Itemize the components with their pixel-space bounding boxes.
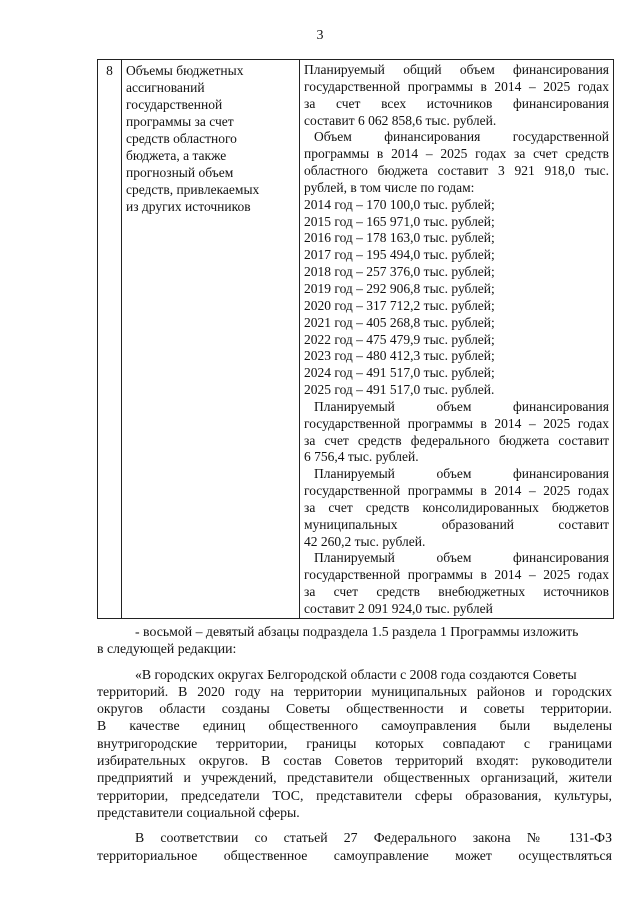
content-line: Объем финансирования государственной	[314, 129, 609, 145]
content-line: Планируемый объем финансирования	[314, 466, 609, 482]
content-line: государственной программы в 2014 – 2025 годах	[304, 483, 609, 499]
paragraph-line: округов области созданы Советы общественности и советы территории.	[97, 701, 612, 717]
paragraph-line: территорий. В 2020 году на территории муниципальных районов и городских	[97, 683, 612, 699]
row-label-line: бюджета, а также	[126, 148, 227, 163]
content-line: государственной программы в 2014 – 2025 годах	[304, 415, 609, 431]
content-line: 2018 год – 257 376,0 тыс. рублей;	[304, 264, 495, 280]
content-line: 2022 год – 475 479,9 тыс. рублей;	[304, 331, 495, 347]
paragraph-line: избирательных округов. В состав Советов территорий входят: руководители	[97, 753, 612, 769]
paragraph-line: предприятий и учреждений, представители общественных организаций, жители	[97, 770, 612, 786]
content-line: 2021 год – 405 268,8 тыс. рублей;	[304, 314, 495, 330]
content-line: за счет всех источников финансирования	[304, 95, 609, 111]
content-line: 6 756,4 тыс. рублей.	[304, 449, 419, 465]
content-line: 42 260,2 тыс. рублей.	[304, 533, 426, 549]
content-line: 2025 год – 491 517,0 тыс. рублей.	[304, 382, 495, 398]
content-line: составит 2 091 924,0 тыс. рублей	[304, 601, 493, 616]
row-number: 8	[98, 60, 122, 619]
content-line: 2019 год – 292 906,8 тыс. рублей;	[304, 280, 495, 296]
table-row	[98, 60, 614, 619]
content-line: 2016 год – 178 163,0 тыс. рублей;	[304, 230, 495, 246]
row-label-line: программы за счет	[126, 114, 234, 129]
content-line: рублей, в том числе по годам:	[304, 179, 475, 195]
paragraph-line: представители социальной сферы.	[97, 804, 300, 820]
content-line: за счет средств внебюджетных источников	[304, 584, 609, 600]
row-label-line: Объемы бюджетных	[126, 63, 244, 78]
paragraph	[97, 666, 612, 822]
content-line: 2014 год – 170 100,0 тыс. рублей;	[304, 196, 495, 212]
paragraph-line: территориальное общественное самоуправление может осуществляться	[97, 847, 612, 863]
paragraph-line: внутригородские территории, границы которых совпадают с границами	[97, 735, 612, 751]
content-line: Планируемый объем финансирования	[314, 398, 609, 414]
row-label-line: ассигнований	[126, 80, 205, 95]
content-line: 2015 год – 165 971,0 тыс. рублей;	[304, 213, 495, 229]
content-line: Планируемый объем финансирования	[314, 550, 609, 566]
paragraph-line: «В городских округах Белгородской области с 2008 года создаются Советы	[135, 666, 577, 682]
paragraph-line: В соответствии со статьей 27 Федерального закона № 131-ФЗ	[135, 830, 612, 846]
passport-table	[97, 59, 614, 619]
content-line: 2024 год – 491 517,0 тыс. рублей;	[304, 365, 495, 381]
content-line: за счет средств федерального бюджета составит	[304, 432, 609, 448]
content-line: 2023 год – 480 412,3 тыс. рублей;	[304, 348, 495, 364]
paragraph	[97, 623, 612, 658]
row-label-cell	[122, 60, 300, 619]
paragraph	[97, 829, 612, 864]
content-line: Планируемый общий объем финансирования	[304, 62, 609, 77]
content-line: 2017 год – 195 494,0 тыс. рублей;	[304, 247, 495, 263]
body-text	[97, 623, 612, 864]
row-label-line: средств, привлекаемых	[126, 182, 260, 197]
content-line: государственной программы в 2014 – 2025 годах	[304, 567, 609, 583]
row-content-cell	[300, 60, 614, 619]
row-label-line: средств областного	[126, 131, 237, 146]
content-line: государственной программы в 2014 – 2025 годах	[304, 78, 609, 94]
page-number: 3	[316, 28, 324, 43]
paragraph-line: - восьмой – девятый абзацы подраздела 1.5 раздела 1 Программы изложить	[135, 624, 579, 639]
paragraph-line: В качестве единиц общественного самоуправления были выделены	[97, 718, 612, 734]
content-line: программы в 2014 – 2025 годах за счет средств	[304, 146, 609, 162]
row-label-line: государственной	[126, 97, 223, 112]
content-line: 2020 год – 317 712,2 тыс. рублей;	[304, 297, 495, 313]
row-label-line: прогнозный объем	[126, 165, 234, 180]
content-line: составит 6 062 858,6 тыс. рублей.	[304, 112, 497, 128]
paragraph-line: в следующей редакции:	[97, 641, 237, 657]
content-line: областного бюджета составит 3 921 918,0 тыс.	[304, 163, 609, 179]
row-label-line: из других источников	[126, 199, 251, 214]
paragraph-line: территории, председатели ТОС, представители сферы образования, культуры,	[97, 787, 612, 803]
content-line: за счет средств консолидированных бюджетов	[304, 499, 609, 515]
content-line: муниципальных образований составит	[304, 516, 609, 532]
